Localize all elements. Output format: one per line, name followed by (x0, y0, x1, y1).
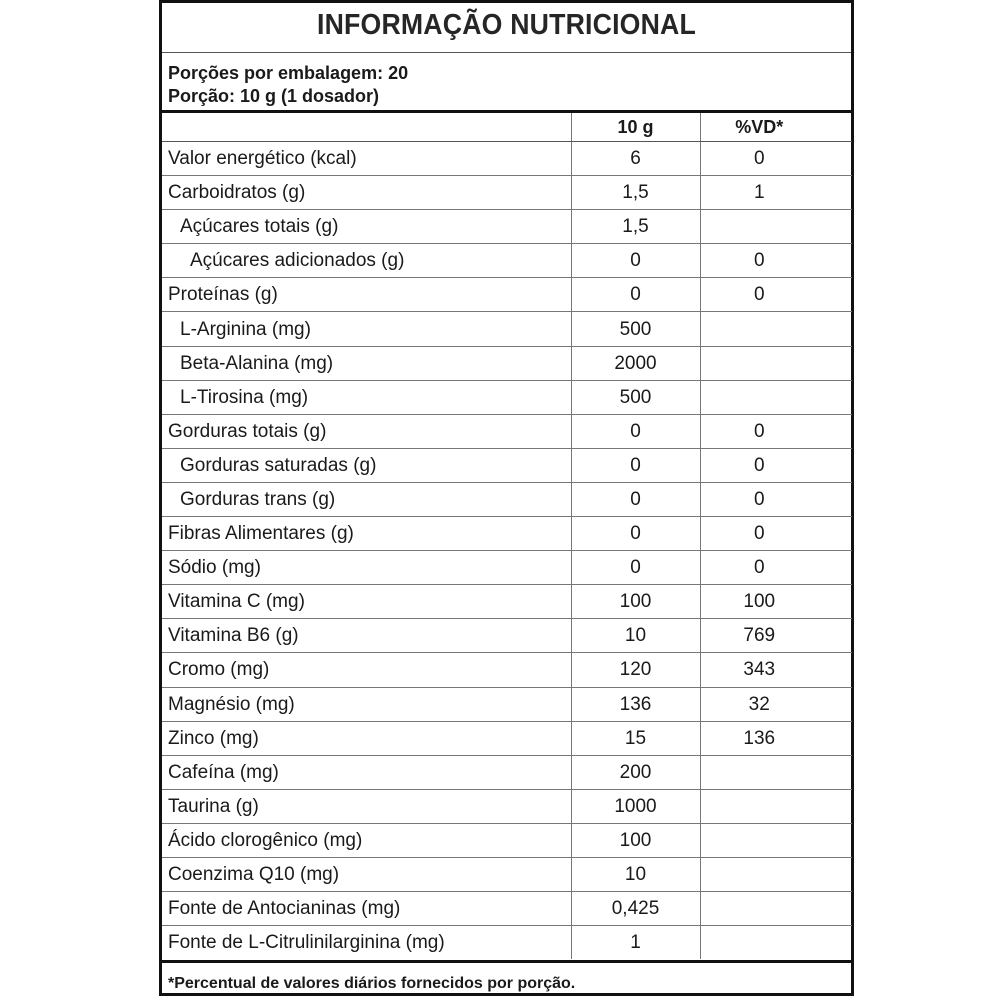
nutrient-daily-value: 100 (700, 585, 852, 619)
nutrient-amount: 500 (571, 380, 700, 414)
nutrient-amount: 120 (571, 653, 700, 687)
nutrient-name: Açúcares totais (g) (162, 210, 571, 244)
nutrient-amount: 0 (571, 517, 700, 551)
nutrient-name: Carboidratos (g) (162, 176, 571, 210)
nutrient-amount: 0 (571, 448, 700, 482)
footnote-divider (162, 960, 851, 963)
nutrient-daily-value (700, 346, 852, 380)
table-row (162, 823, 852, 857)
table-row (162, 244, 852, 278)
nutrient-name: Cromo (mg) (162, 653, 571, 687)
nutrient-name: Fibras Alimentares (g) (162, 517, 571, 551)
footnote: *Percentual de valores diários fornecidos por porção. (168, 975, 576, 992)
nutrient-daily-value: 0 (700, 244, 852, 278)
nutrient-amount: 0 (571, 278, 700, 312)
nutrient-daily-value: 0 (700, 142, 852, 176)
nutrient-daily-value (700, 312, 852, 346)
servings-per-package: Porções por embalagem: 20 (168, 63, 409, 83)
nutrient-amount: 6 (571, 142, 700, 176)
nutrition-title: INFORMAÇÃO NUTRICIONAL (316, 9, 697, 41)
nutrient-amount: 0 (571, 414, 700, 448)
nutrient-amount: 1,5 (571, 210, 700, 244)
nutrient-amount: 1,5 (571, 176, 700, 210)
column-header-dv: %VD* (700, 113, 852, 142)
nutrient-name: Sódio (mg) (162, 551, 571, 585)
table-row (162, 210, 852, 244)
nutrient-amount: 0 (571, 244, 700, 278)
nutrient-amount: 100 (571, 823, 700, 857)
nutrient-daily-value: 0 (700, 482, 852, 516)
nutrient-name: Fonte de L-Citrulinilarginina (mg) (168, 932, 445, 954)
nutrient-daily-value: 0 (700, 278, 852, 312)
nutrient-name: Ácido clorogênico (mg) (162, 823, 571, 857)
nutrient-name: Fonte de Antocianinas (mg) (162, 892, 571, 926)
nutrient-amount: 15 (571, 721, 700, 755)
nutrient-daily-value: 32 (700, 687, 852, 721)
nutrient-daily-value (700, 755, 852, 789)
nutrient-daily-value (700, 789, 852, 823)
nutrient-daily-value (700, 926, 852, 960)
nutrient-daily-value (700, 380, 852, 414)
table-row (162, 142, 852, 176)
nutrient-name: Proteínas (g) (162, 278, 571, 312)
nutrition-table (162, 113, 852, 959)
table-row (162, 346, 852, 380)
table-row (162, 585, 852, 619)
table-row (162, 721, 852, 755)
table-row (162, 687, 852, 721)
table-row (162, 653, 852, 687)
nutrient-name: Beta-Alanina (mg) (162, 346, 571, 380)
column-header-name (162, 113, 571, 142)
table-body (162, 142, 852, 960)
table-row (162, 278, 852, 312)
nutrient-daily-value: 0 (700, 414, 852, 448)
nutrient-name: L-Arginina (mg) (162, 312, 571, 346)
table-row (162, 482, 852, 516)
table-row (162, 892, 852, 926)
nutrient-amount: 100 (571, 585, 700, 619)
nutrient-amount: 136 (571, 687, 700, 721)
nutrient-name: Gorduras totais (g) (162, 414, 571, 448)
nutrient-name: Vitamina B6 (g) (162, 619, 571, 653)
nutrient-amount: 0 (571, 551, 700, 585)
table-row (162, 380, 852, 414)
nutrient-name: Açúcares adicionados (g) (162, 244, 571, 278)
nutrient-daily-value: 343 (700, 653, 852, 687)
table-row (162, 414, 852, 448)
nutrient-amount: 500 (571, 312, 700, 346)
nutrient-daily-value (700, 892, 852, 926)
nutrient-amount: 200 (571, 755, 700, 789)
nutrient-name: Vitamina C (mg) (162, 585, 571, 619)
nutrient-daily-value: 0 (700, 551, 852, 585)
nutrient-name: Gorduras saturadas (g) (162, 448, 571, 482)
table-row (162, 551, 852, 585)
nutrient-name: Valor energético (kcal) (162, 142, 571, 176)
nutrient-daily-value (700, 210, 852, 244)
nutrient-amount: 0 (571, 482, 700, 516)
serving-size: Porção: 10 g (1 dosador) (168, 86, 380, 106)
nutrient-amount: 1 (571, 926, 700, 960)
nutrient-daily-value: 0 (700, 448, 852, 482)
table-row (162, 619, 852, 653)
nutrient-name: Taurina (g) (162, 789, 571, 823)
table-header-row (162, 113, 852, 142)
nutrient-name: Zinco (mg) (162, 721, 571, 755)
nutrient-amount: 2000 (571, 346, 700, 380)
table-row (162, 448, 852, 482)
nutrient-name: Magnésio (mg) (162, 687, 571, 721)
nutrient-daily-value (700, 823, 852, 857)
nutrient-amount: 0,425 (571, 892, 700, 926)
nutrient-daily-value: 1 (700, 176, 852, 210)
nutrient-amount: 10 (571, 857, 700, 891)
nutrient-daily-value: 136 (700, 721, 852, 755)
table-row (162, 857, 852, 891)
nutrient-name: Coenzima Q10 (mg) (162, 857, 571, 891)
nutrient-amount: 1000 (571, 789, 700, 823)
nutrition-facts-panel (159, 0, 854, 996)
nutrient-name: Gorduras trans (g) (162, 482, 571, 516)
table-row (162, 176, 852, 210)
table-row (162, 926, 852, 960)
nutrient-name: L-Tirosina (mg) (162, 380, 571, 414)
nutrient-daily-value: 769 (700, 619, 852, 653)
table-row (162, 755, 852, 789)
table-row (162, 312, 852, 346)
nutrient-daily-value: 0 (700, 517, 852, 551)
table-row (162, 517, 852, 551)
nutrient-daily-value (700, 857, 852, 891)
title-divider (162, 52, 851, 53)
nutrient-amount: 10 (571, 619, 700, 653)
nutrient-name: Cafeína (mg) (162, 755, 571, 789)
table-row (162, 789, 852, 823)
column-header-amount: 10 g (571, 113, 700, 142)
